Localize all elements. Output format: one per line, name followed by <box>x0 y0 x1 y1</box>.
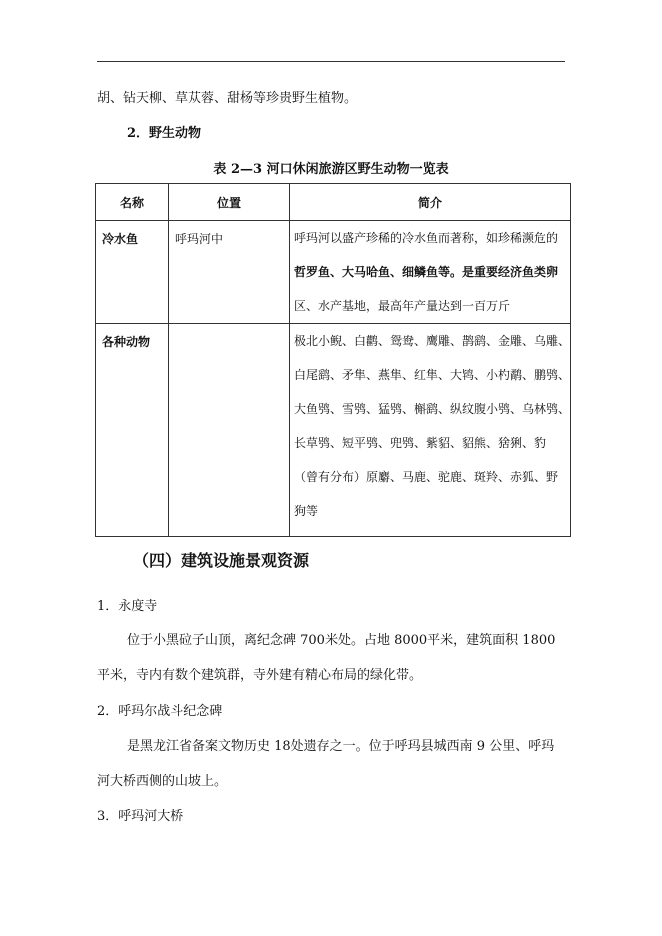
wildlife-table <box>95 183 571 537</box>
item-heading: 2．呼玛尔战斗纪念碑 <box>97 704 223 719</box>
item-heading: 3．呼玛河大桥 <box>97 809 184 824</box>
table-row <box>96 221 571 324</box>
intro-line: 呼玛河以盛产珍稀的冷水鱼而著称，如珍稀濒危的 <box>294 231 559 245</box>
intro-line: 白尾鹞、矛隼、燕隼、红隼、大鸨、小杓鹬、鹏鸮、 <box>294 368 571 382</box>
row-location: 呼玛河中 <box>169 221 290 324</box>
row-name: 各种动物 <box>96 324 169 537</box>
header-location: 位置 <box>169 184 290 221</box>
header-name: 名称 <box>96 184 169 221</box>
header-intro: 简介 <box>290 184 571 221</box>
item-text-line: 平米，寺内有数个建筑群，寺外建有精心布局的绿化带。 <box>97 668 423 683</box>
item-text-line: 是黑龙江省备案文物历史 18处遗存之一。位于呼玛县城西南 9 公里、呼玛 <box>127 739 555 754</box>
item-text-line: 河大桥西侧的山坡上。 <box>97 774 228 789</box>
header-rule <box>97 61 565 62</box>
item-text-line: 位于小黑砬子山顶，离纪念碑 700米处。占地 8000平米，建筑面积 1800 <box>127 633 556 648</box>
table-header-row <box>96 184 571 221</box>
row-intro <box>290 324 571 537</box>
row-intro <box>290 221 571 324</box>
intro-line: （曾有分布）原麝、马鹿、驼鹿、斑羚、赤狐、野 <box>294 470 559 484</box>
row-name: 冷水鱼 <box>96 221 169 324</box>
intro-line: 长草鸮、短平鸮、兜鸮、紫貂、貂熊、猞猁、豹 <box>294 436 547 450</box>
section-title: （四）建筑设施景观资源 <box>133 551 310 570</box>
intro-line: 哲罗鱼、大马哈鱼、细鳞鱼等。是重要经济鱼类卵 <box>294 265 559 279</box>
item-heading: 1．永度寺 <box>97 599 158 614</box>
table-row <box>96 324 571 537</box>
table-caption: 表 2—3 河口休闲旅游区野生动物一览表 <box>213 162 449 177</box>
intro-line: 大鱼鸮、雪鸮、猛鸮、槲鹞、纵纹腹小鸮、乌林鸮、 <box>294 402 571 416</box>
intro-line: 狗等 <box>294 504 319 518</box>
subsection-heading: 2．野生动物 <box>127 126 202 141</box>
intro-line: 区、水产基地，最高年产量达到一百万斤 <box>294 299 511 313</box>
row-location <box>169 324 290 537</box>
intro-line: 极北小鲵、白鹳、鸳鸯、鹰雕、鹊鹞、金雕、乌雕、 <box>294 334 571 348</box>
intro-line: 胡、钻天柳、草苁蓉、甜杨等珍贵野生植物。 <box>97 91 358 106</box>
